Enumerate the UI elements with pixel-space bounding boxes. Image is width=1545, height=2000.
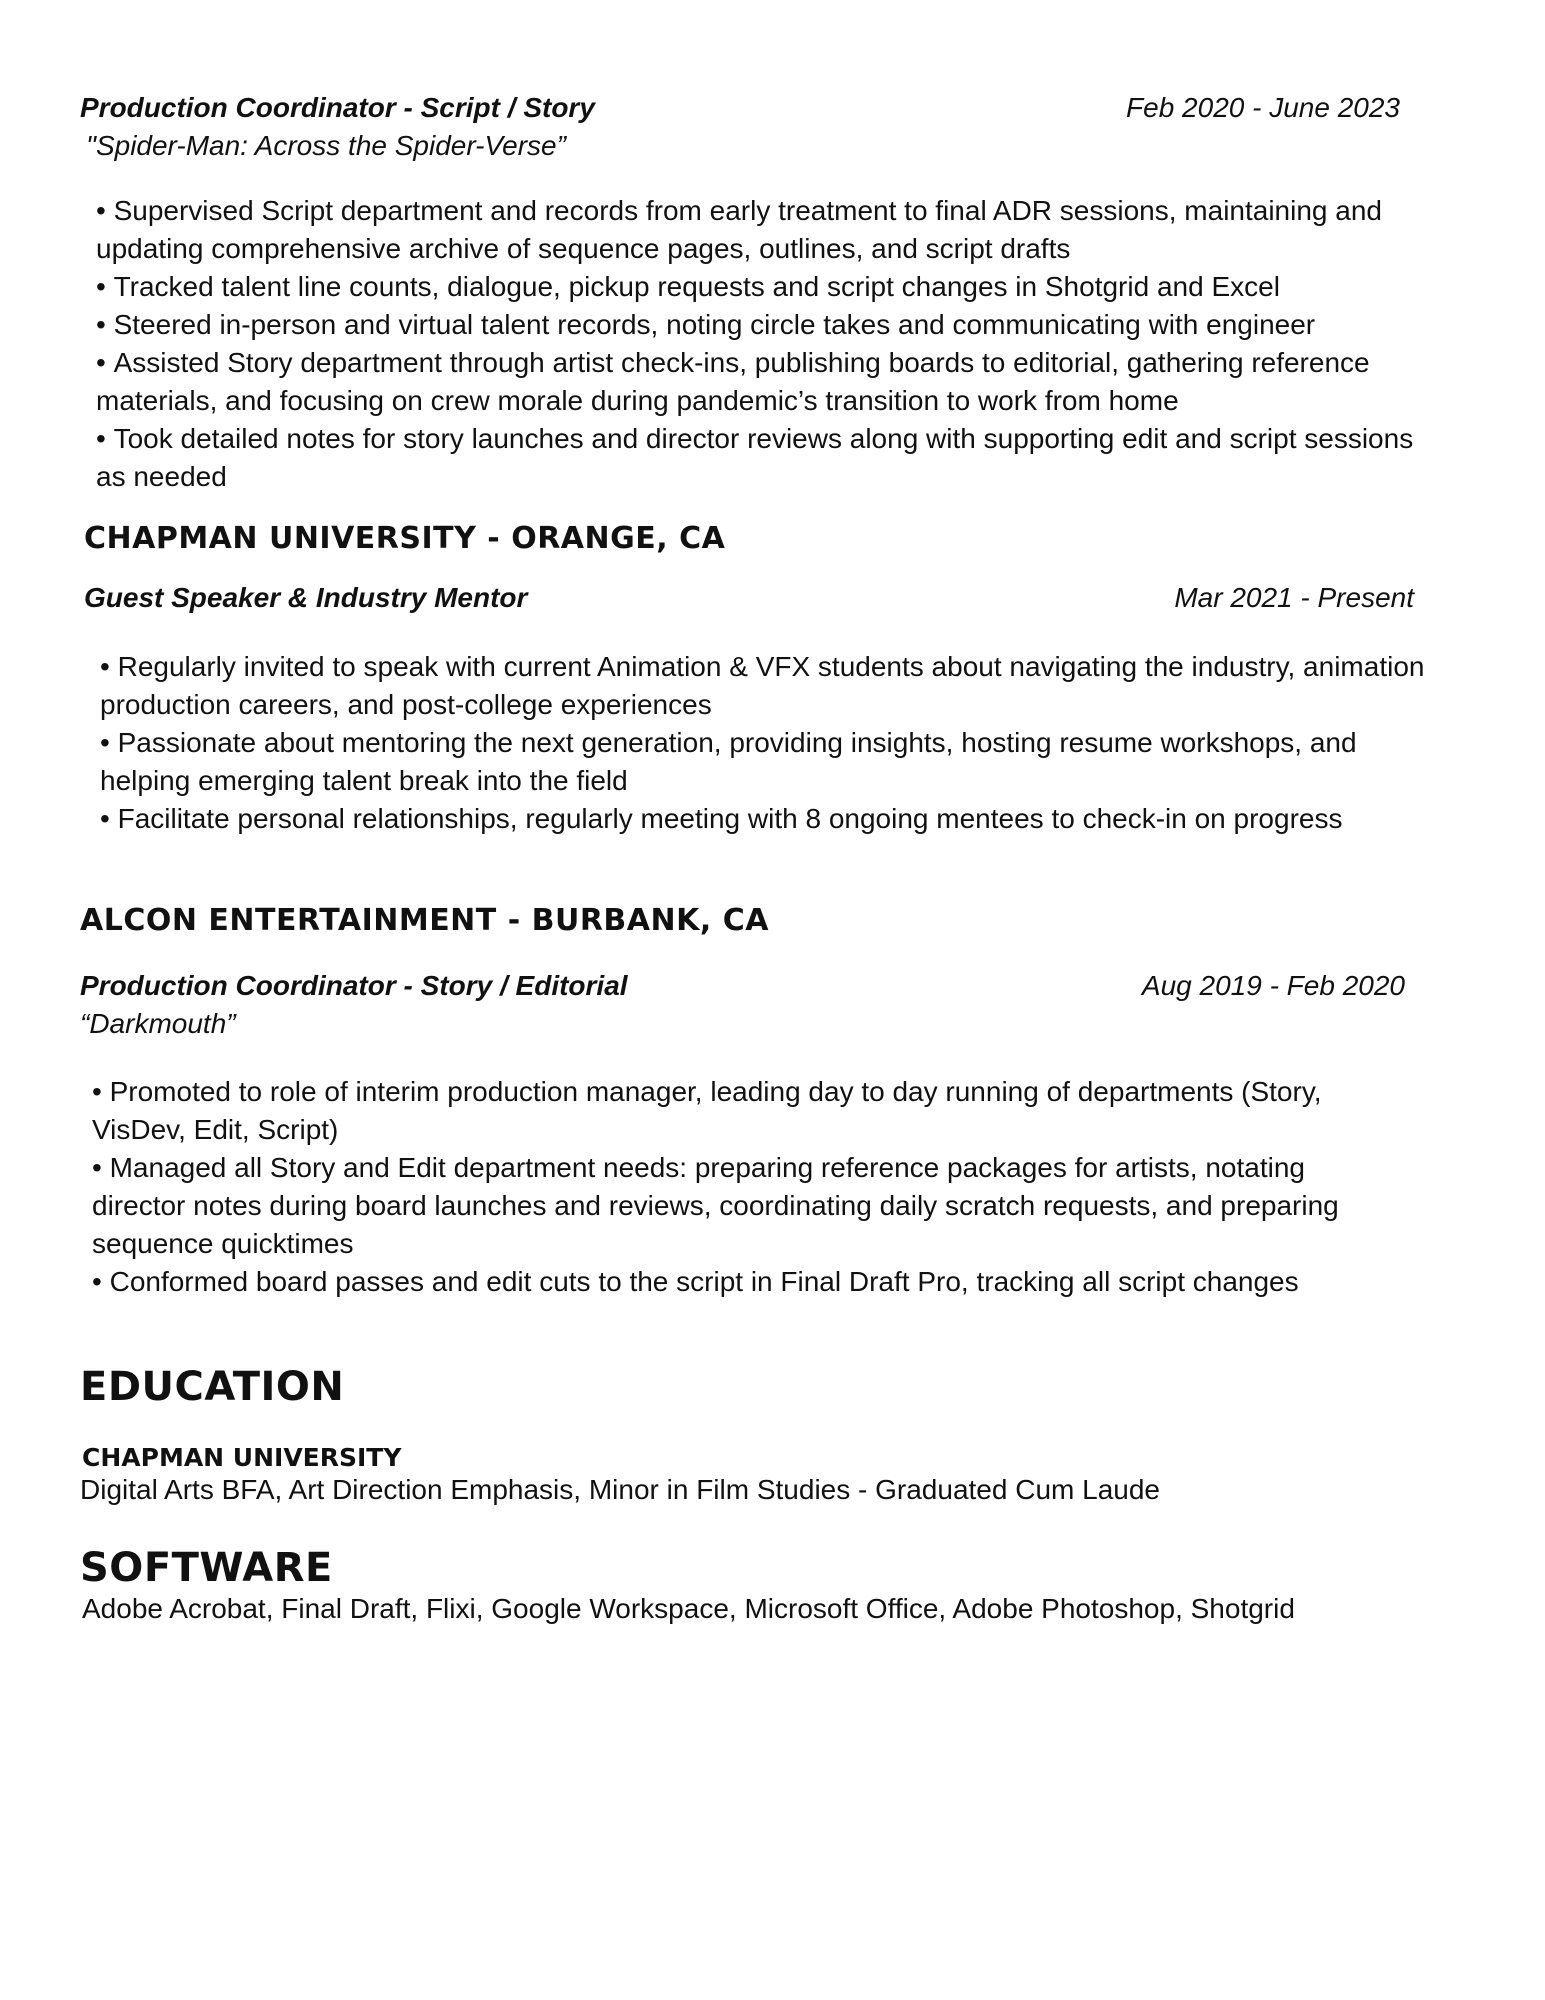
job-title: Production Coordinator - Script / Story — [80, 92, 595, 123]
list-item: • Conformed board passes and edit cuts to the script in Final Draft Pro, tracking all script changes — [92, 1263, 1392, 1301]
software-heading: SOFTWARE — [80, 1545, 333, 1591]
employer-heading: ALCON ENTERTAINMENT - BURBANK, CA — [80, 903, 769, 938]
job-dates: Feb 2020 - June 2023 — [1126, 92, 1400, 123]
list-item: • Supervised Script department and records from early treatment to final ADR sessions, maintaining and updating comprehensive archive of sequence pages, outlines, and script drafts — [96, 192, 1436, 268]
bullet-list — [92, 1073, 1392, 1301]
job-dates: Mar 2021 - Present — [1174, 582, 1414, 613]
list-item: • Regularly invited to speak with current Animation & VFX students about navigating the industry, animation production careers, and post-college experiences — [100, 648, 1440, 724]
list-item: • Took detailed notes for story launches and director reviews along with supporting edit and script sessions as needed — [96, 420, 1436, 496]
job-title: Guest Speaker & Industry Mentor — [84, 582, 528, 613]
software-list: Adobe Acrobat, Final Draft, Flixi, Google Workspace, Microsoft Office, Adobe Photoshop, Shotgrid — [82, 1593, 1295, 1624]
show-title: “Darkmouth” — [80, 1008, 236, 1039]
list-item: • Steered in-person and virtual talent records, noting circle takes and communicating with engineer — [96, 306, 1436, 344]
job-title: Production Coordinator - Story / Editorial — [80, 970, 628, 1001]
job-dates: Aug 2019 - Feb 2020 — [1141, 970, 1405, 1001]
list-item: • Passionate about mentoring the next generation, providing insights, hosting resume workshops, and helping emerging talent break into the field — [100, 724, 1440, 800]
job-header — [80, 970, 1405, 1002]
list-item: • Tracked talent line counts, dialogue, pickup requests and script changes in Shotgrid and Excel — [96, 268, 1436, 306]
bullet-list — [100, 648, 1440, 838]
employer-heading: CHAPMAN UNIVERSITY - ORANGE, CA — [84, 521, 726, 556]
degree-text: Digital Arts BFA, Art Direction Emphasis, Minor in Film Studies - Graduated Cum Laude — [80, 1474, 1160, 1505]
job-header — [80, 92, 1400, 124]
education-heading: EDUCATION — [80, 1364, 345, 1410]
school-name: CHAPMAN UNIVERSITY — [82, 1443, 402, 1472]
list-item: • Assisted Story department through artist check-ins, publishing boards to editorial, gathering reference materials, and focusing on crew morale during pandemic’s transition to work from home — [96, 344, 1436, 420]
list-item: • Managed all Story and Edit department needs: preparing reference packages for artists, notating director notes during board launches and reviews, coordinating daily scratch requests, and preparing sequence quicktimes — [92, 1149, 1392, 1263]
list-item: • Promoted to role of interim production manager, leading day to day running of departments (Story, VisDev, Edit, Script) — [92, 1073, 1392, 1149]
bullet-list — [96, 192, 1436, 496]
show-title: "Spider-Man: Across the Spider-Verse” — [86, 130, 566, 161]
list-item: • Facilitate personal relationships, regularly meeting with 8 ongoing mentees to check-in on progress — [100, 800, 1440, 838]
job-header — [84, 582, 1414, 614]
